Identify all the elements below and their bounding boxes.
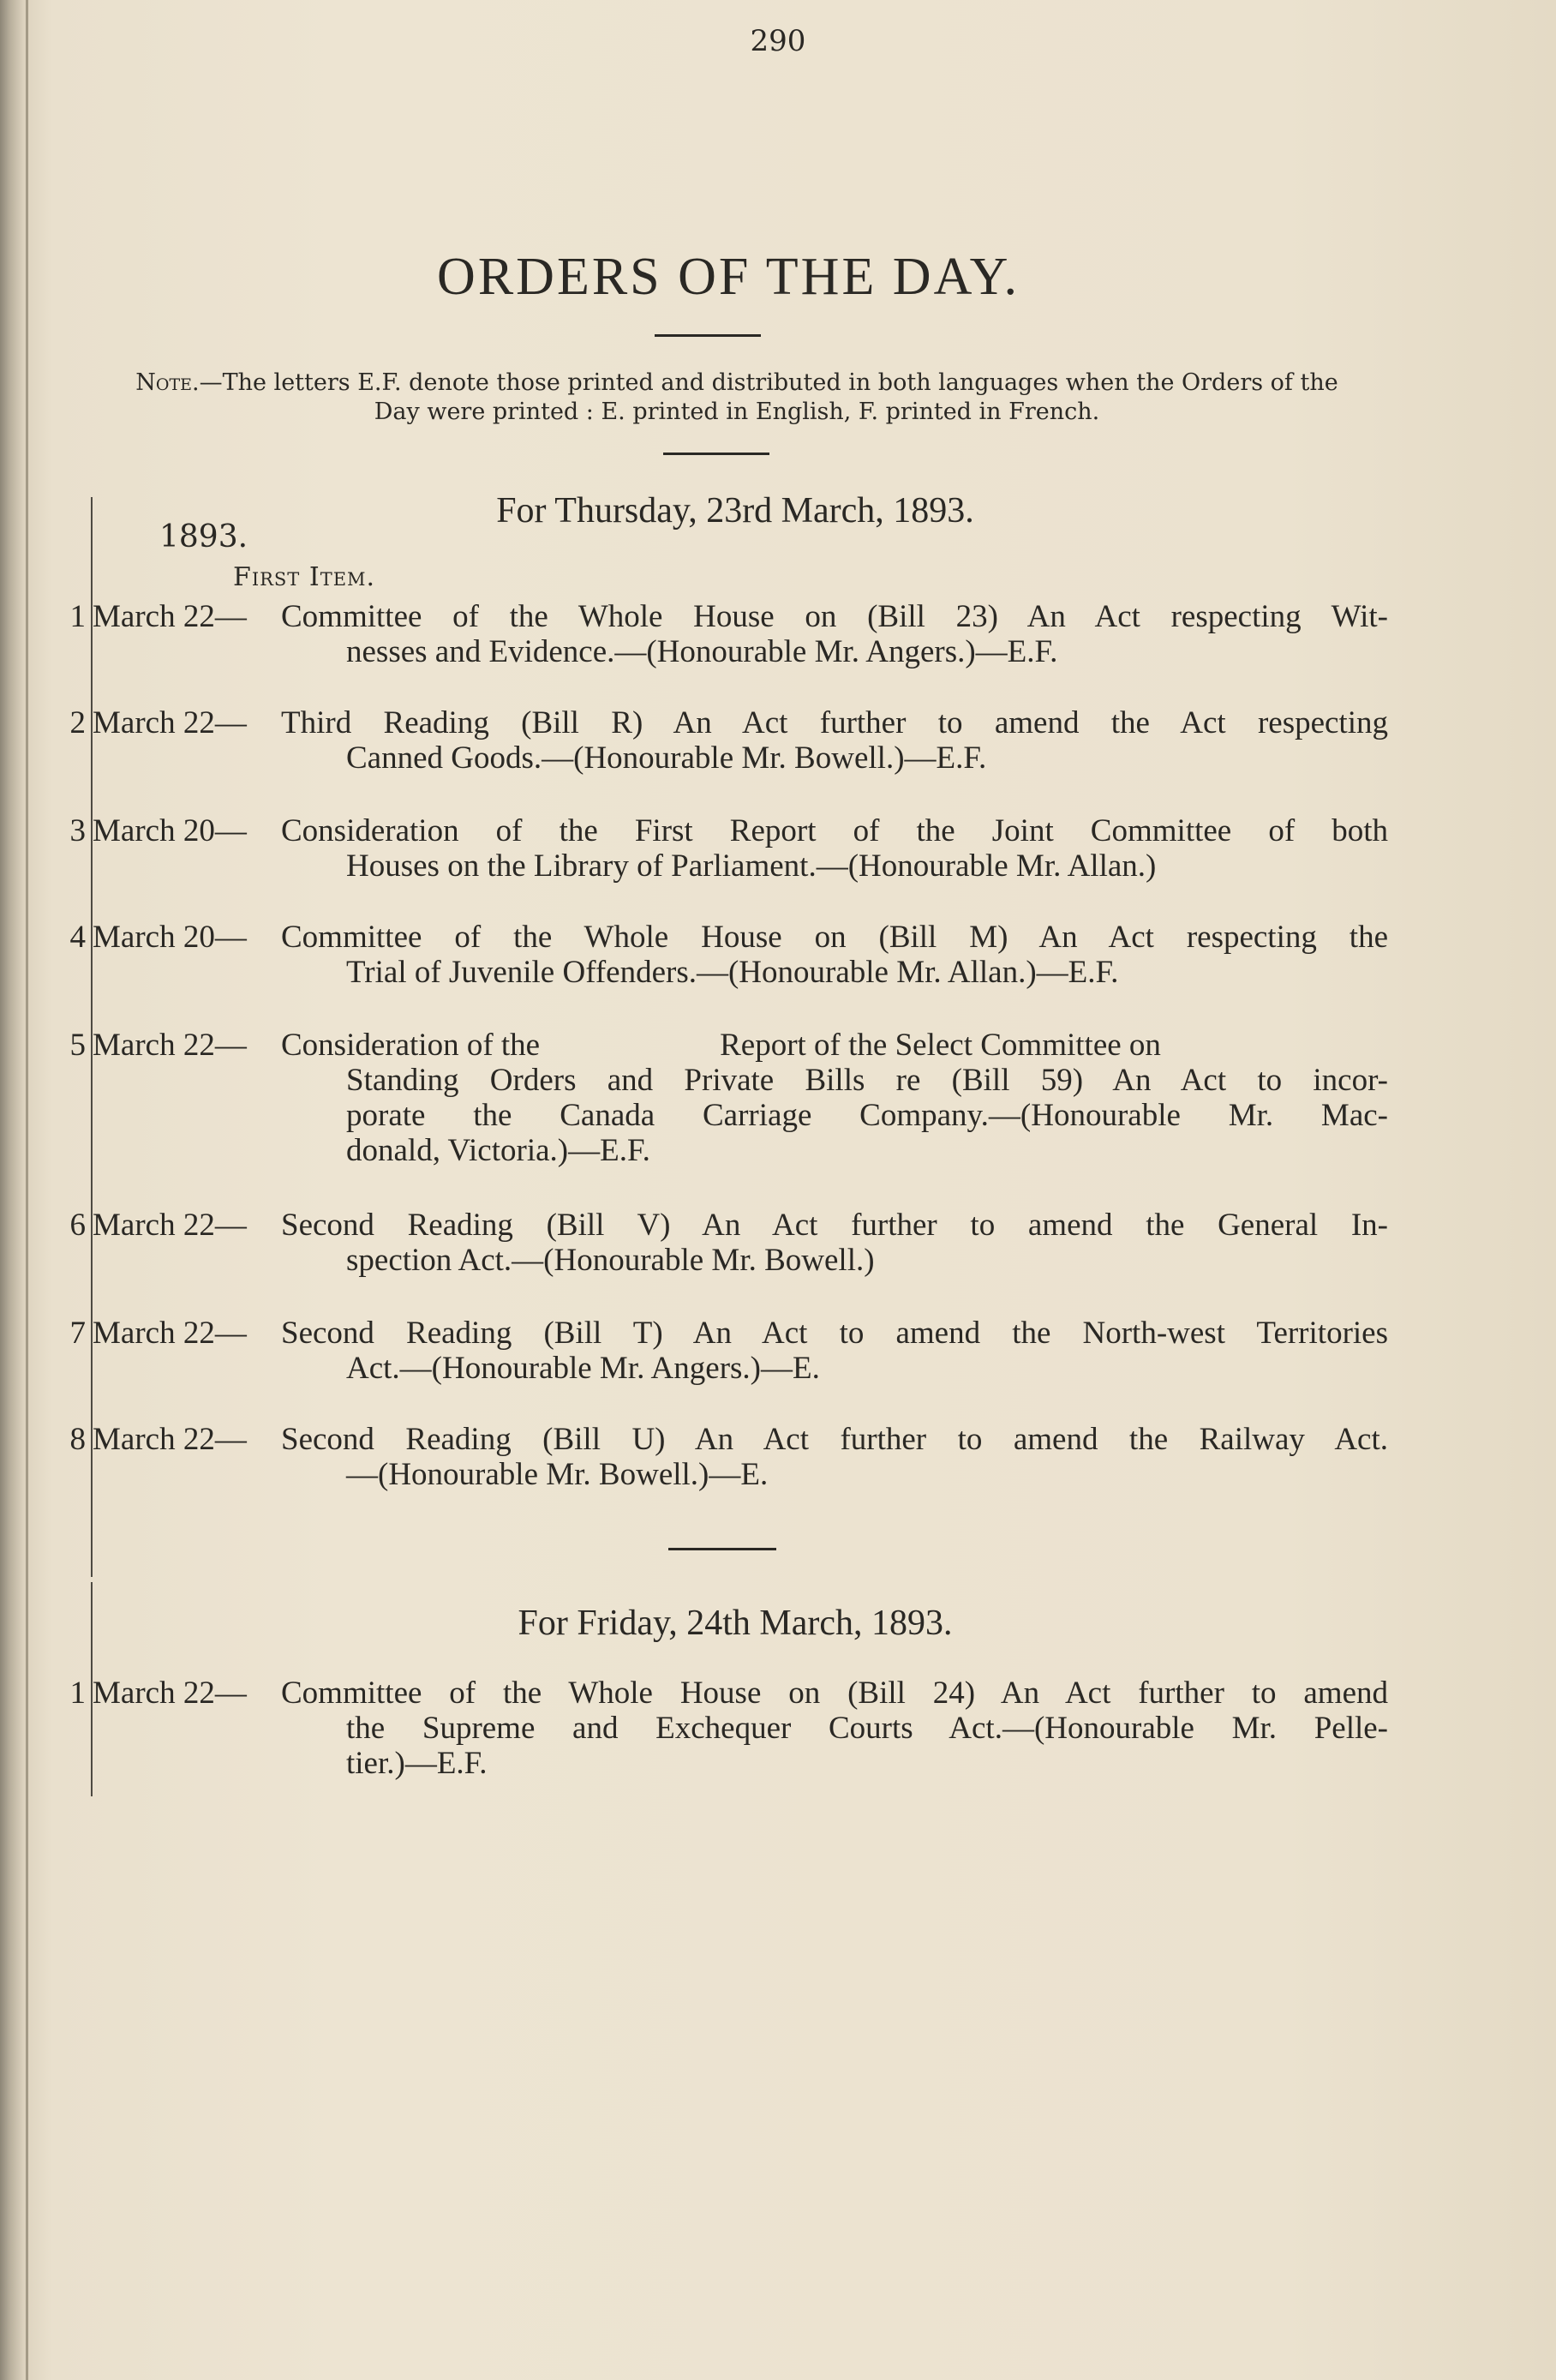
entry-line: Second Reading (Bill T) An Act to amend the North-west Territories	[281, 1316, 1388, 1351]
entry-line: —(Honourable Mr. Bowell.)—E.	[346, 1457, 769, 1492]
first-item-label: First Item.	[233, 562, 376, 592]
entry-line: donald, Victoria.)—E.F.	[346, 1133, 650, 1168]
entry-number: 1	[69, 1676, 86, 1711]
entry-date: March 22—	[93, 1316, 247, 1351]
entry-number: 3	[69, 813, 86, 848]
entry-line: Canned Goods.—(Honourable Mr. Bowell.)—E.F.	[346, 740, 987, 776]
entry-line: Standing Orders and Private Bills re (Bill 59) An Act to incor-	[346, 1063, 1388, 1098]
entry-line-part: Consideration of the	[281, 1028, 541, 1063]
entry-line: Second Reading (Bill U) An Act further to amend the Railway Act.	[281, 1422, 1388, 1457]
binding-edge	[26, 0, 28, 2380]
entry-date: March 20—	[93, 920, 247, 955]
entry-line	[281, 1028, 1388, 1063]
title-rule	[655, 334, 761, 337]
entry-number: 6	[69, 1208, 86, 1243]
entry-line: Houses on the Library of Parliament.—(Honourable Mr. Allan.)	[346, 848, 1157, 884]
entry-date: March 22—	[93, 1028, 247, 1063]
entry-line: Committee of the Whole House on (Bill 23) An Act respecting Wit-	[281, 599, 1388, 634]
entry-line: Consideration of the First Report of the Joint Committee of both	[281, 813, 1388, 848]
entry-line: nesses and Evidence.—(Honourable Mr. Angers.)—E.F.	[346, 634, 1058, 669]
section-heading-friday: For Friday, 24th March, 1893.	[518, 1604, 953, 1643]
entry-line: Trial of Juvenile Offenders.—(Honourable Mr. Allan.)—E.F.	[346, 955, 1119, 990]
entry-line-part: Report of the Select Committee on	[720, 1028, 1161, 1063]
entry-date: March 22—	[93, 705, 247, 740]
section-rule	[668, 1548, 776, 1550]
entry-number: 8	[69, 1422, 86, 1457]
entry-line: spection Act.—(Honourable Mr. Bowell.)	[346, 1243, 875, 1278]
entry-line: tier.)—E.F.	[346, 1746, 488, 1781]
entry-date: March 22—	[93, 1208, 247, 1243]
entry-date: March 20—	[93, 813, 247, 848]
note-line-1	[69, 369, 1405, 398]
entry-line: porate the Canada Carriage Company.—(Honourable Mr. Mac-	[346, 1098, 1388, 1133]
note-line-2: Day were printed : E. printed in English, F. printed in French.	[374, 399, 1100, 425]
entry-line: Committee of the Whole House on (Bill 24) An Act further to amend	[281, 1676, 1388, 1711]
entry-line: Third Reading (Bill R) An Act further to amend the Act respecting	[281, 705, 1388, 740]
entry-date: March 22—	[93, 1422, 247, 1457]
page-title: ORDERS OF THE DAY.	[437, 248, 1020, 306]
page-number: 290	[750, 24, 806, 58]
year-label: 1893.	[159, 519, 248, 555]
entry-line: Act.—(Honourable Mr. Angers.)—E.	[346, 1351, 820, 1386]
note-label: Note.	[135, 369, 200, 396]
entry-date: March 22—	[93, 599, 247, 634]
note-text-1: —The letters E.F. denote those printed and distributed in both languages when the Orders of the	[199, 369, 1338, 396]
entry-number: 7	[69, 1316, 86, 1351]
entry-number: 1	[69, 599, 86, 634]
entry-number: 4	[69, 920, 86, 955]
entry-date: March 22—	[93, 1676, 247, 1711]
entry-number: 5	[69, 1028, 86, 1063]
entry-line: Second Reading (Bill V) An Act further to amend the General In-	[281, 1208, 1388, 1243]
entry-line: the Supreme and Exchequer Courts Act.—(Honourable Mr. Pelle-	[346, 1711, 1388, 1746]
note-paragraph	[69, 369, 1405, 427]
entry-line: Committee of the Whole House on (Bill M) An Act respecting the	[281, 920, 1388, 955]
section-heading-thursday: For Thursday, 23rd March, 1893.	[496, 491, 974, 531]
note-rule	[663, 453, 769, 455]
entry-number: 2	[69, 705, 86, 740]
